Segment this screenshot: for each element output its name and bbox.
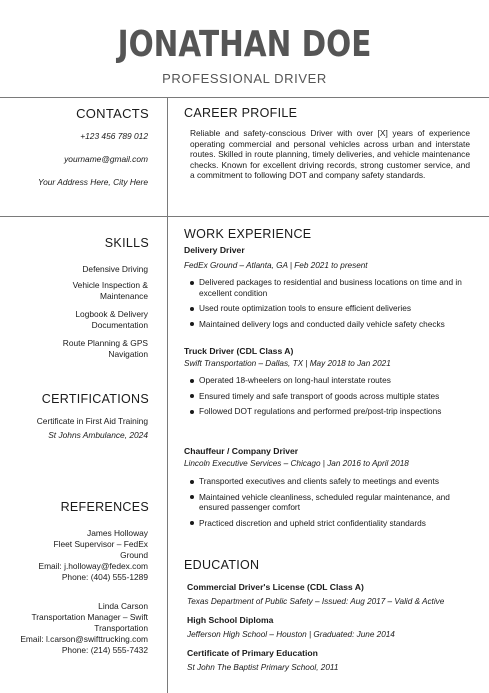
candidate-name: JONATHAN DOE <box>117 24 372 65</box>
reference-line: Transportation Manager – Swift <box>31 612 148 622</box>
certification-issuer: St Johns Ambulance, 2024 <box>48 430 148 440</box>
skill-item <box>82 264 148 275</box>
job-meta: FedEx Ground – Atlanta, GA | Feb 2021 to present <box>184 261 368 270</box>
skill-line: Route Planning & GPS <box>62 338 148 348</box>
reference-line: Transportation <box>94 623 148 633</box>
contact-phone: +123 456 789 012 <box>80 131 148 141</box>
job-meta: Swift Transportation – Dallas, TX | May 2018 to Jan 2021 <box>184 359 391 368</box>
skill-item <box>75 309 148 331</box>
job-bullet: Operated 18-wheelers on long-haul interstate routes <box>190 375 480 386</box>
education-title-item: Commercial Driver's License (CDL Class A) <box>187 582 364 592</box>
education-title-item: High School Diploma <box>187 615 274 625</box>
job-bullet: Used route optimization tools to ensure efficient deliveries <box>190 303 480 314</box>
education-meta: Jefferson High School – Houston | Graduated: June 2014 <box>187 630 395 639</box>
contact-email: yourname@gmail.com <box>64 154 148 164</box>
job-title: Chauffeur / Company Driver <box>184 446 299 456</box>
skill-line: Maintenance <box>100 291 148 301</box>
column-divider <box>167 97 168 693</box>
education-title: EDUCATION <box>184 558 260 572</box>
job-bullet: Practiced discretion and upheld strict confidentiality standards <box>190 518 480 529</box>
experience-title: WORK EXPERIENCE <box>184 227 312 241</box>
reference-line: Phone: (214) 555-7432 <box>61 645 148 655</box>
references-title: REFERENCES <box>60 500 149 514</box>
job-bullet: Maintained delivery logs and conducted daily vehicle safety checks <box>190 319 480 330</box>
education-title-item: Certificate of Primary Education <box>187 648 318 658</box>
reference-line: Linda Carson <box>98 601 148 611</box>
job-meta: Lincoln Executive Services – Chicago | Jan 2016 to April 2018 <box>184 459 409 468</box>
job-bullet: Ensured timely and safe transport of goods across multiple states <box>190 391 480 402</box>
job-bullets <box>190 476 480 533</box>
candidate-role: PROFESSIONAL DRIVER <box>162 71 327 86</box>
job-bullet: Transported executives and clients safely to meetings and events <box>190 476 480 487</box>
job-bullet: Followed DOT regulations and performed pre/post-trip inspections <box>190 406 480 417</box>
education-meta: St John The Baptist Primary School, 2011 <box>187 663 339 672</box>
skill-line: Defensive Driving <box>82 264 148 274</box>
job-title: Delivery Driver <box>184 245 245 255</box>
skill-item <box>73 280 148 302</box>
reference-line: Ground <box>120 550 148 560</box>
resume-header <box>0 0 489 97</box>
job-bullet: Delivered packages to residential and business locations on time and in excellent condition <box>190 277 480 298</box>
skill-line: Navigation <box>108 349 148 359</box>
reference-line: Email: l.carson@swifttrucking.com <box>20 634 148 644</box>
profile-divider <box>0 216 489 217</box>
reference-line: Fleet Supervisor – FedEx <box>53 539 148 549</box>
contacts-title: CONTACTS <box>76 106 149 121</box>
reference-line: Phone: (404) 555-1289 <box>61 572 148 582</box>
reference-entry <box>20 601 148 656</box>
job-bullet: Maintained vehicle cleanliness, scheduled regular maintenance, and ensured passenger comfort <box>190 492 480 513</box>
skill-line: Vehicle Inspection & <box>72 280 148 290</box>
education-meta: Texas Department of Public Safety – Issued: Aug 2017 – Valid & Active <box>187 597 445 606</box>
skill-line: Logbook & Delivery <box>75 309 148 319</box>
reference-line: Email: j.holloway@fedex.com <box>38 561 148 571</box>
profile-title: CAREER PROFILE <box>184 106 298 120</box>
header-divider <box>0 97 489 98</box>
skill-line: Documentation <box>91 320 148 330</box>
reference-line: James Holloway <box>87 528 148 538</box>
certifications-title: CERTIFICATIONS <box>41 392 149 406</box>
skill-item <box>63 338 148 360</box>
job-bullets <box>190 277 480 334</box>
certification-name: Certificate in First Aid Training <box>36 416 148 426</box>
job-bullets <box>190 375 480 422</box>
skills-title: SKILLS <box>104 236 149 250</box>
profile-text: Reliable and safety-conscious Driver with over [X] years of experience operating commercial and personal vehicles across urban and interstate routes. Skilled in route planning, timely deliveries, and vehicle maintenance checks. Known for excellent driving records, strong customer service, and a commitment to following DOT and company safety standards. <box>190 128 470 181</box>
reference-entry <box>38 528 148 583</box>
contact-address: Your Address Here, City Here <box>37 177 148 187</box>
job-title: Truck Driver (CDL Class A) <box>184 346 294 356</box>
